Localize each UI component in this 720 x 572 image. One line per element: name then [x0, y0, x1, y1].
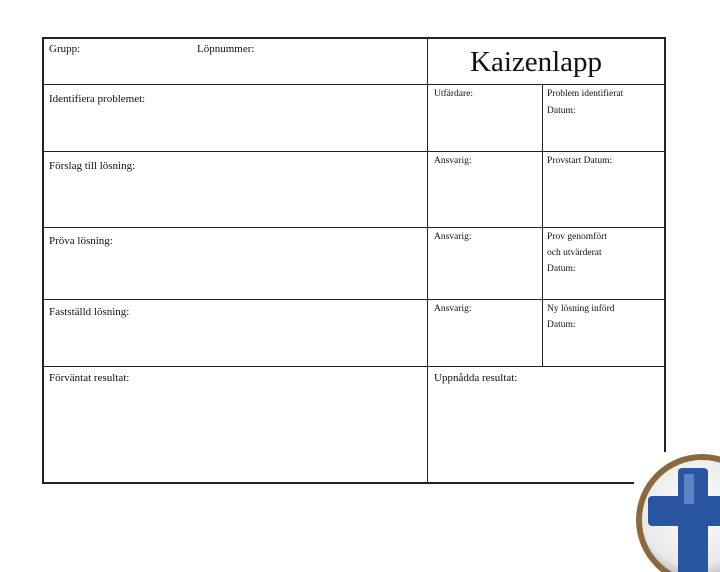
new-solution-introduced-label: Ny lösning införd	[547, 304, 615, 314]
grupp-label: Grupp:	[49, 43, 81, 55]
row-divider-3	[42, 299, 666, 300]
header-divider	[42, 84, 666, 85]
expected-result-label: Förväntat resultat:	[49, 372, 130, 384]
trial-evaluated-label: och utvärderat	[547, 248, 602, 258]
lopnummer-label: Löpnummer:	[197, 43, 255, 55]
new-solution-date-label: Datum:	[547, 320, 576, 330]
achieved-result-label: Uppnådda resultat:	[434, 372, 518, 384]
row-divider-1	[42, 151, 666, 152]
responsible-label-1: Ansvarig:	[434, 156, 472, 166]
blue-cross-badge-icon	[634, 452, 720, 572]
problem-identified-label: Problem identifierat	[547, 89, 624, 99]
issuer-label: Utfärdare:	[434, 89, 474, 99]
row-divider-2	[42, 227, 666, 228]
column-divider-main	[427, 37, 428, 484]
trial-date-label: Datum:	[547, 264, 576, 274]
form-title: Kaizenlapp	[470, 46, 603, 78]
established-solution-label: Fastställd lösning:	[49, 306, 130, 318]
responsible-label-3: Ansvarig:	[434, 304, 472, 314]
test-solution-label: Pröva lösning:	[49, 235, 113, 247]
trial-completed-label: Prov genomfört	[547, 232, 607, 242]
row-divider-4	[42, 366, 666, 367]
column-divider-right	[542, 84, 543, 366]
trial-start-date-label: Provstart Datum:	[547, 156, 613, 166]
problem-identified-date-label: Datum:	[547, 106, 576, 116]
identify-problem-label: Identifiera problemet:	[49, 93, 146, 105]
solution-proposal-label: Förslag till lösning:	[49, 160, 136, 172]
responsible-label-2: Ansvarig:	[434, 232, 472, 242]
